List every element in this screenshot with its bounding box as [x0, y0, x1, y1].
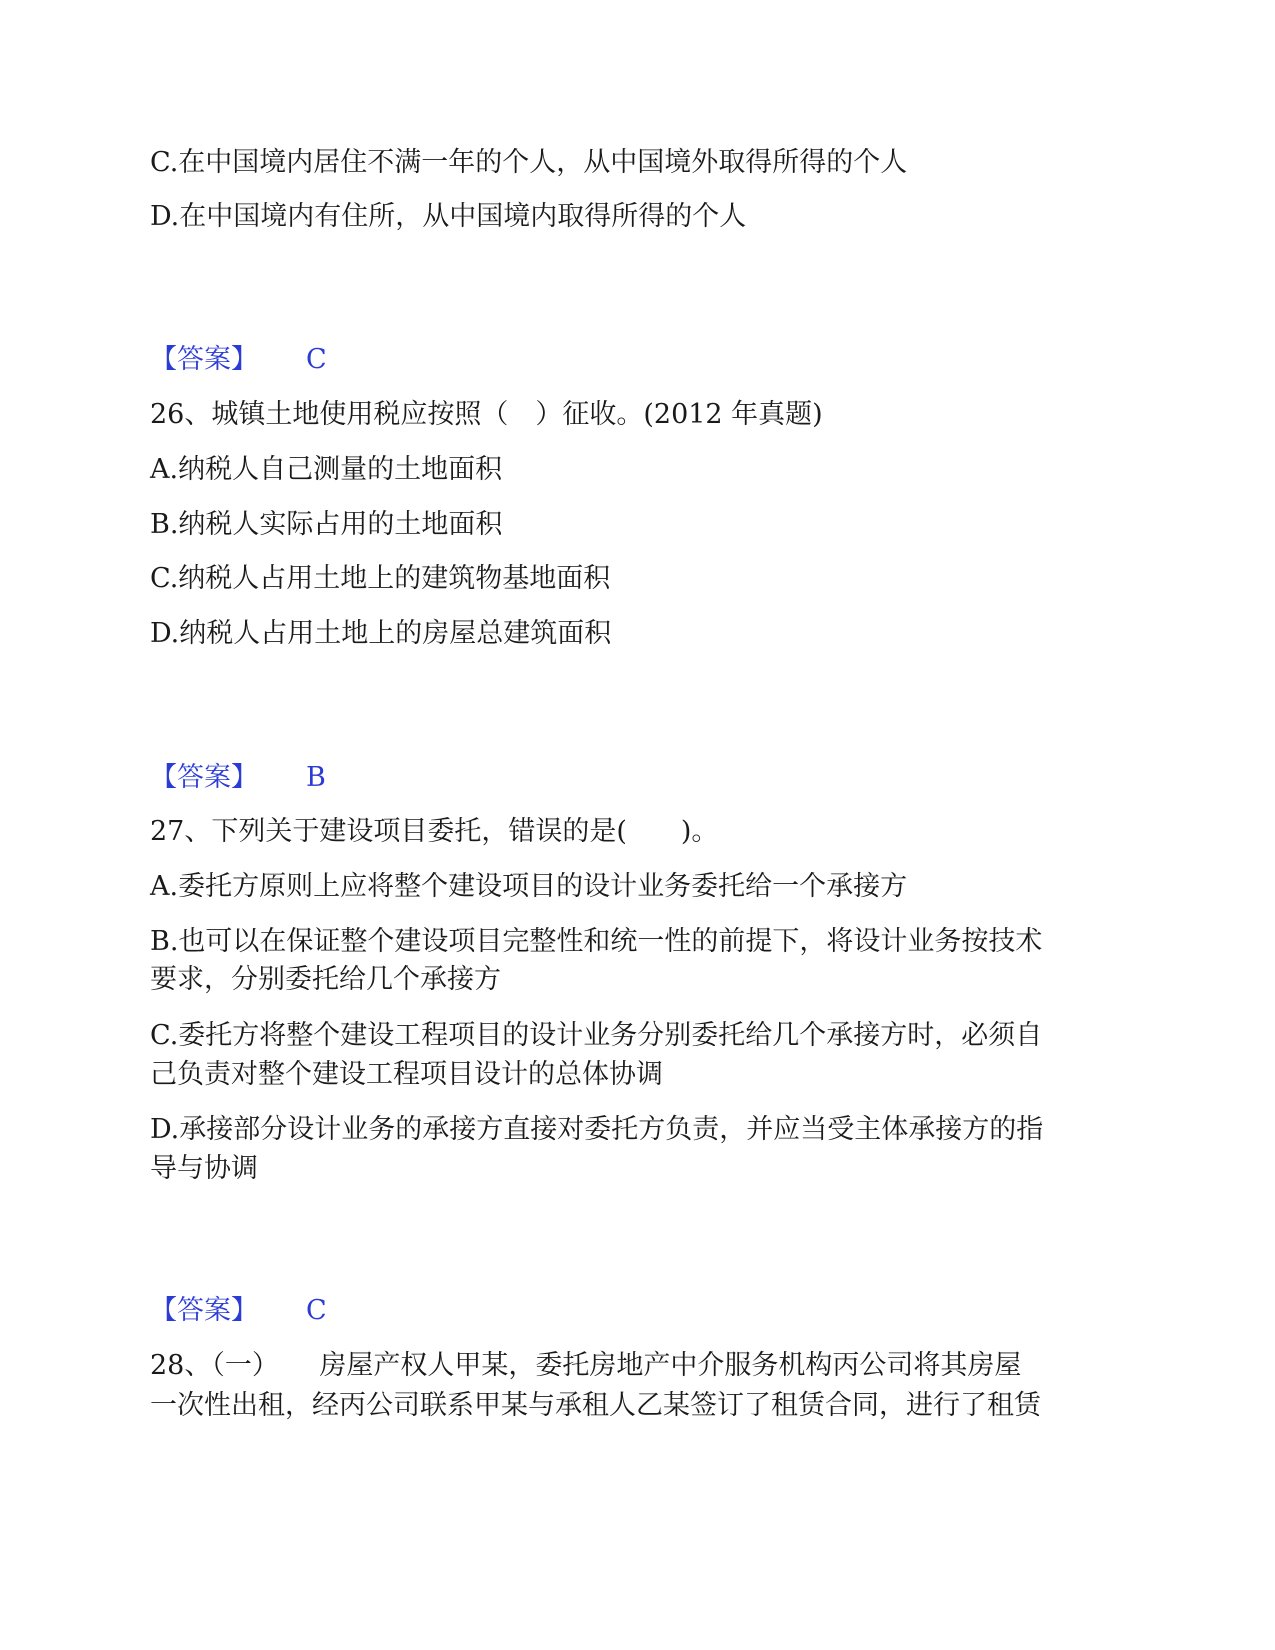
q27-option-c-line1: C.委托方将整个建设工程项目的设计业务分别委托给几个承接方时，必须自: [150, 1020, 1043, 1051]
q26-option-a: A.纳税人自己测量的土地面积: [150, 454, 503, 485]
q27-option-a: A.委托方原则上应将整个建设项目的设计业务委托给一个承接方: [150, 871, 908, 902]
q27-stem: 27、下列关于建设项目委托，错误的是( )。: [150, 816, 719, 847]
q26-option-b: B.纳税人实际占用的土地面积: [150, 509, 503, 540]
q27-option-d-line2: 导与协调: [150, 1153, 258, 1184]
q27-option-b-line1: B.也可以在保证整个建设项目完整性和统一性的前提下，将设计业务按技术: [150, 926, 1043, 957]
answer-row-25: [150, 340, 327, 380]
q25-option-d: D.在中国境内有住所，从中国境内取得所得的个人: [150, 201, 747, 232]
answer-label: 【答案】: [150, 344, 258, 375]
q26-option-d: D.纳税人占用土地上的房屋总建筑面积: [150, 618, 612, 649]
q27-option-d-line1: D.承接部分设计业务的承接方直接对委托方负责，并应当受主体承接方的指: [150, 1114, 1044, 1145]
answer-row-26: [150, 758, 326, 798]
answer-value: C: [306, 344, 327, 375]
q27-option-c-line2: 己负责对整个建设工程项目设计的总体协调: [150, 1059, 663, 1090]
answer-value: C: [306, 1295, 327, 1326]
q26-option-c: C.纳税人占用土地上的建筑物基地面积: [150, 563, 611, 594]
q28-stem-line1: 28、（一） 房屋产权人甲某，委托房地产中介服务机构丙公司将其房屋: [150, 1350, 1022, 1381]
q26-stem: 26、城镇土地使用税应按照（ ）征收。(2012 年真题): [150, 399, 823, 430]
q27-option-b-line2: 要求，分别委托给几个承接方: [150, 964, 501, 995]
q28-stem-line2: 一次性出租，经丙公司联系甲某与承租人乙某签订了租赁合同，进行了租赁: [150, 1390, 1041, 1421]
answer-value: B: [306, 762, 326, 793]
answer-label: 【答案】: [150, 762, 258, 793]
q25-option-c: C.在中国境内居住不满一年的个人，从中国境外取得所得的个人: [150, 147, 908, 178]
answer-row-27: [150, 1291, 327, 1331]
answer-label: 【答案】: [150, 1295, 258, 1326]
